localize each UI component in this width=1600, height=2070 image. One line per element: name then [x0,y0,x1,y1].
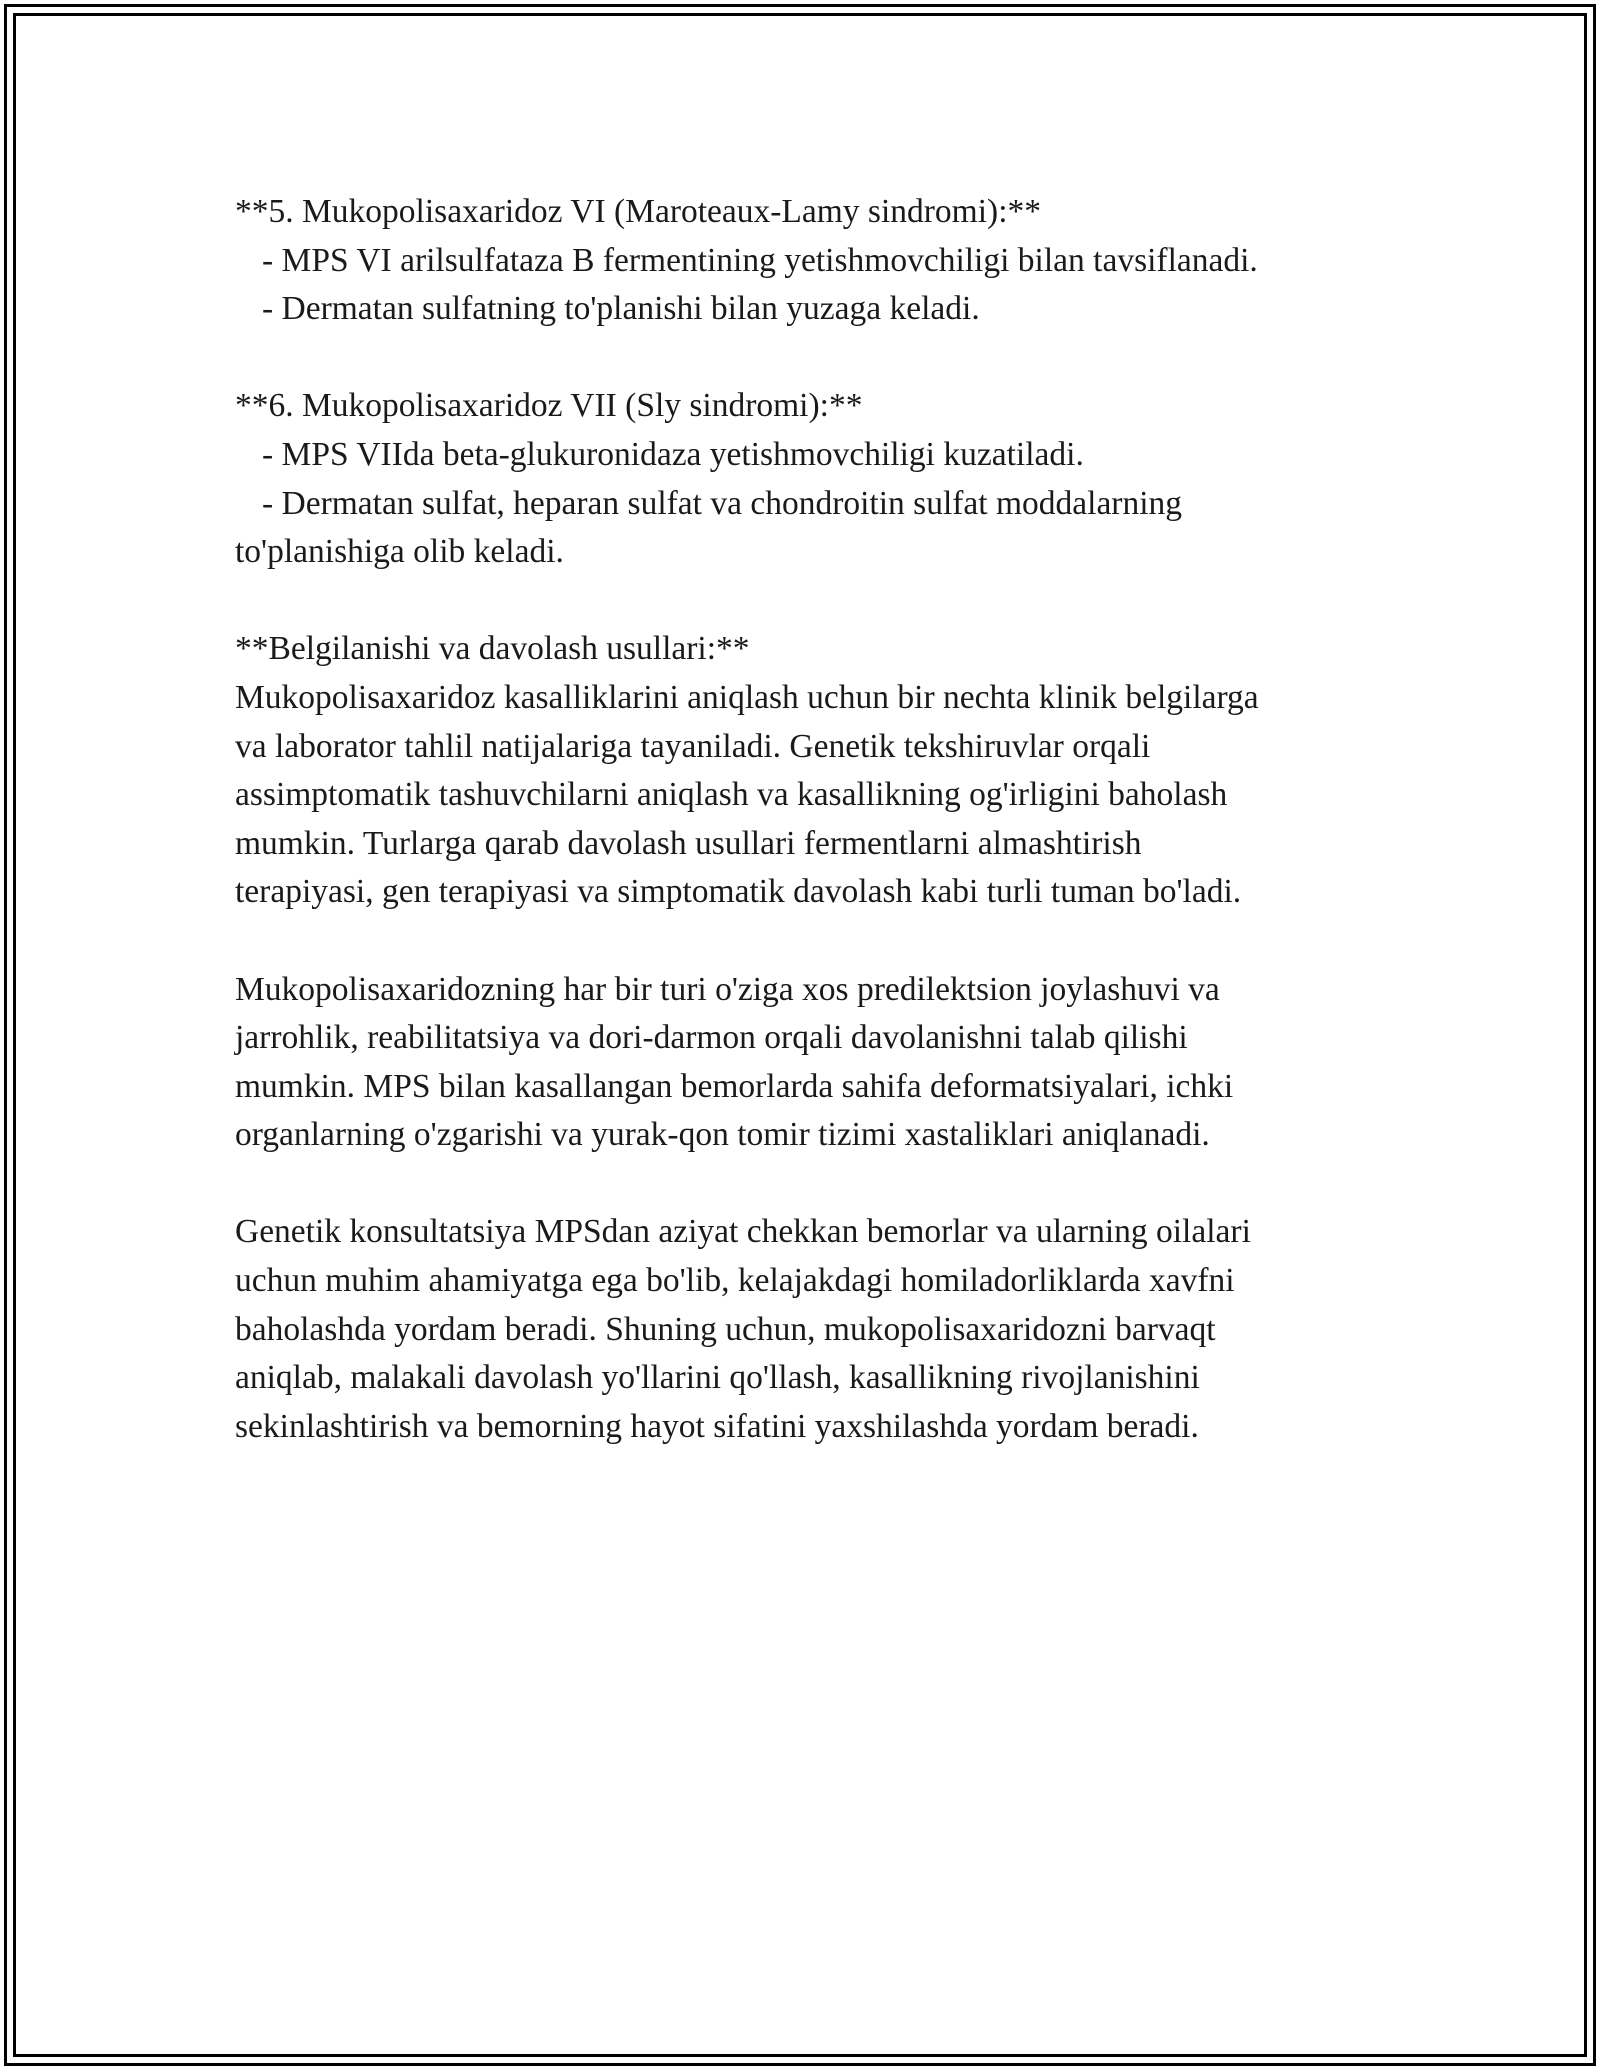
paragraph-line: baholashda yordam beradi. Shuning uchun, mukopolisaxaridozni barvaqt [235,1310,1216,1348]
paragraph-line: jarrohlik, reabilitatsiya va dori-darmon orqali davolanishni talab qilishi [235,1019,1188,1057]
paragraph-line: mumkin. MPS bilan kasallangan bemorlarda sahifa deformatsiyalari, ichki [235,1067,1234,1105]
paragraph-line: Mukopolisaxaridoz kasalliklarini aniqlash uchun bir nechta klinik belgilarga [235,678,1259,716]
paragraph-line: Genetik konsultatsiya MPSdan aziyat chekkan bemorlar va ularning oilalari [235,1213,1251,1251]
bullet-item: - MPS VIIda beta-glukuronidaza yetishmovchiligi kuzatiladi. [262,435,1084,473]
paragraph-line: uchun muhim ahamiyatga ega bo'lib, kelajakdagi homiladorliklarda xavfni [235,1262,1235,1300]
document-body [235,188,1415,1451]
paragraph-gap [235,577,1415,626]
paragraph-line: aniqlab, malakali davolash yo'llarini qo'llash, kasallikning rivojlanishini [235,1359,1200,1397]
bullet-item: - Dermatan sulfat, heparan sulfat va chondroitin sulfat moddalarning [262,484,1183,522]
paragraph-line: sekinlashtirish va bemorning hayot sifatini yaxshilashda yordam beradi. [235,1407,1199,1445]
paragraph-line: mumkin. Turlarga qarab davolash usullari fermentlarni almashtirish [235,824,1142,862]
section-heading-mps7: **6. Mukopolisaxaridoz VII (Sly sindromi):** [235,387,863,425]
paragraph-gap [235,334,1415,383]
paragraph-line: Mukopolisaxaridozning har bir turi o'ziga xos predilektsion joylashuvi va [235,970,1220,1008]
section-heading-mps6: **5. Mukopolisaxaridoz VI (Maroteaux-Lamy sindromi):** [235,193,1042,230]
paragraph-line: terapiyasi, gen terapiyasi va simptomatik davolash kabi turli tuman bo'ladi. [235,873,1242,911]
bullet-item: - MPS VI arilsulfataza B fermentining yetishmovchiligi bilan tavsiflanadi. [262,241,1258,279]
paragraph-gap [235,1160,1415,1209]
bullet-item: - Dermatan sulfatning to'planishi bilan yuzaga keladi. [262,290,980,328]
paragraph-gap [235,917,1415,966]
paragraph-line: organlarning o'zgarishi va yurak-qon tomir tizimi xastaliklari aniqlanadi. [235,1116,1210,1154]
paragraph-line: va laborator tahlil natijalariga tayaniladi. Genetik tekshiruvlar orqali [235,727,1151,765]
section-heading-diagnosis: **Belgilanishi va davolash usullari:** [235,630,750,668]
bullet-item-continuation: to'planishiga olib keladi. [235,533,564,571]
paragraph-line: assimptomatik tashuvchilarni aniqlash va kasallikning og'irligini baholash [235,776,1228,814]
